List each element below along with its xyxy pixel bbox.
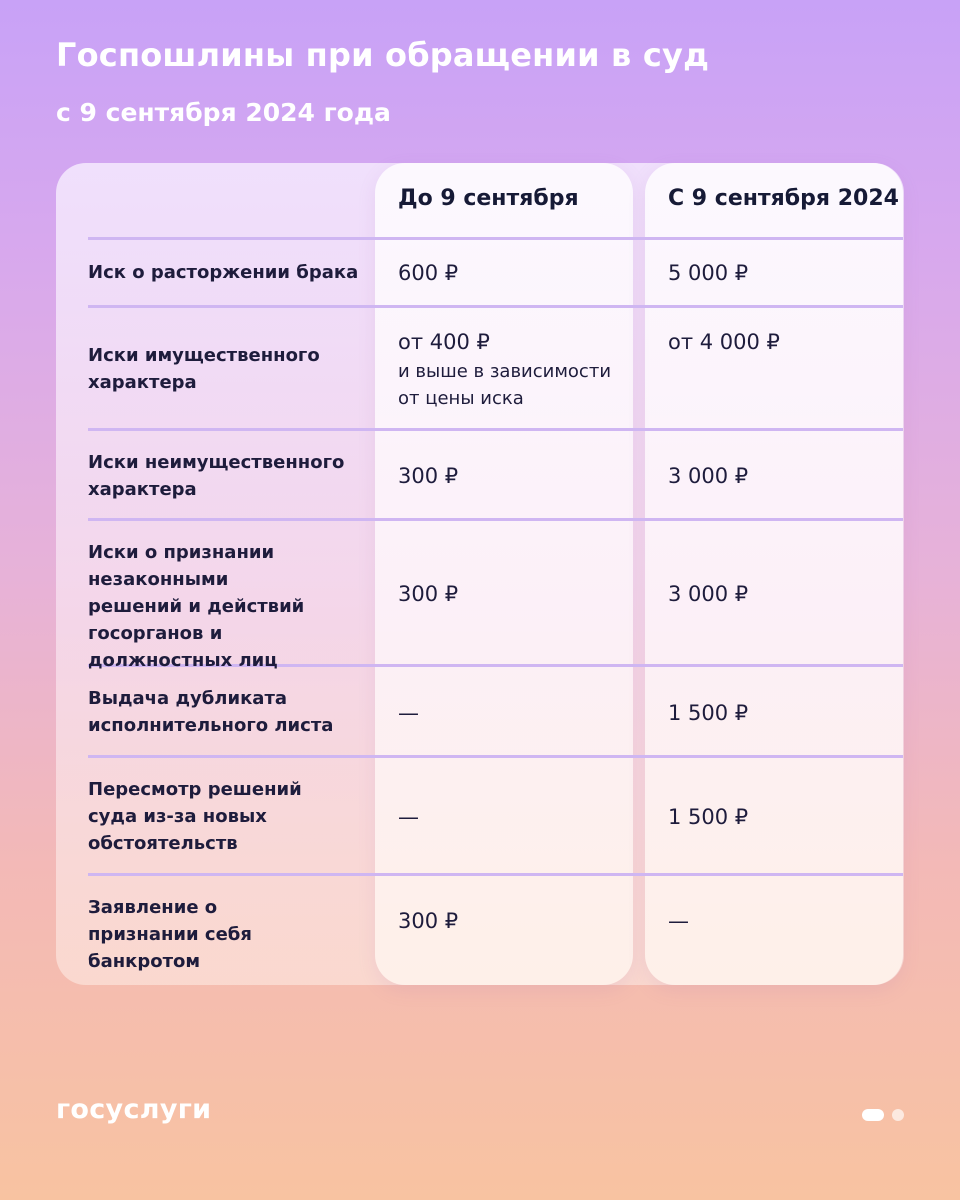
carousel-indicator-active[interactable]	[862, 1109, 884, 1121]
page-title: Госпошлины при обращении в суд	[56, 36, 710, 74]
row-value-after: 3 000 ₽	[668, 464, 749, 488]
row-divider	[88, 428, 903, 431]
row-divider	[88, 755, 903, 758]
row-value-before-note: и выше в зависимости от цены иска	[398, 361, 612, 409]
row-label-divorce: Иск о расторжении брака	[88, 262, 359, 283]
row-value-after: 1 500 ₽	[668, 701, 749, 725]
row-value-after: 5 000 ₽	[668, 261, 749, 285]
row-value-after: 1 500 ₽	[668, 805, 749, 829]
row-value-before: 300 ₽	[398, 464, 459, 488]
column-header-before: До 9 сентября	[398, 186, 579, 211]
row-label-duplicate-writ: Выдача дубликата исполнительного листа	[88, 688, 334, 736]
row-value-before: от 400 ₽	[398, 330, 490, 354]
row-label-bankruptcy: Заявление о признании себя банкротом	[88, 897, 252, 972]
row-divider	[88, 873, 903, 876]
row-value-before: —	[398, 805, 419, 829]
row-value-after: от 4 000 ₽	[668, 330, 780, 354]
carousel-indicator[interactable]	[892, 1109, 904, 1121]
row-label-nonproperty-claims: Иски неимущественного характера	[88, 452, 345, 500]
page-subtitle: с 9 сентября 2024 года	[56, 98, 391, 127]
row-value-before: —	[398, 701, 419, 725]
row-label-review-decisions: Пересмотр решений суда из-за новых обстоятельств	[88, 779, 302, 854]
row-divider	[88, 305, 903, 308]
row-value-before: 300 ₽	[398, 582, 459, 606]
row-divider	[88, 237, 903, 240]
gosuslugi-logo: госуслуги	[56, 1094, 212, 1125]
row-value-before: 300 ₽	[398, 909, 459, 933]
row-label-unlawful-decisions: Иски о признании незаконными решений и действий госорганов и должностных лиц	[88, 542, 305, 671]
column-header-after: С 9 сентября 2024	[668, 186, 899, 211]
row-value-before: 600 ₽	[398, 261, 459, 285]
row-value-after: 3 000 ₽	[668, 582, 749, 606]
row-label-property-claims: Иски имущественного характера	[88, 345, 320, 393]
row-divider	[88, 518, 903, 521]
row-value-after: —	[668, 909, 689, 933]
